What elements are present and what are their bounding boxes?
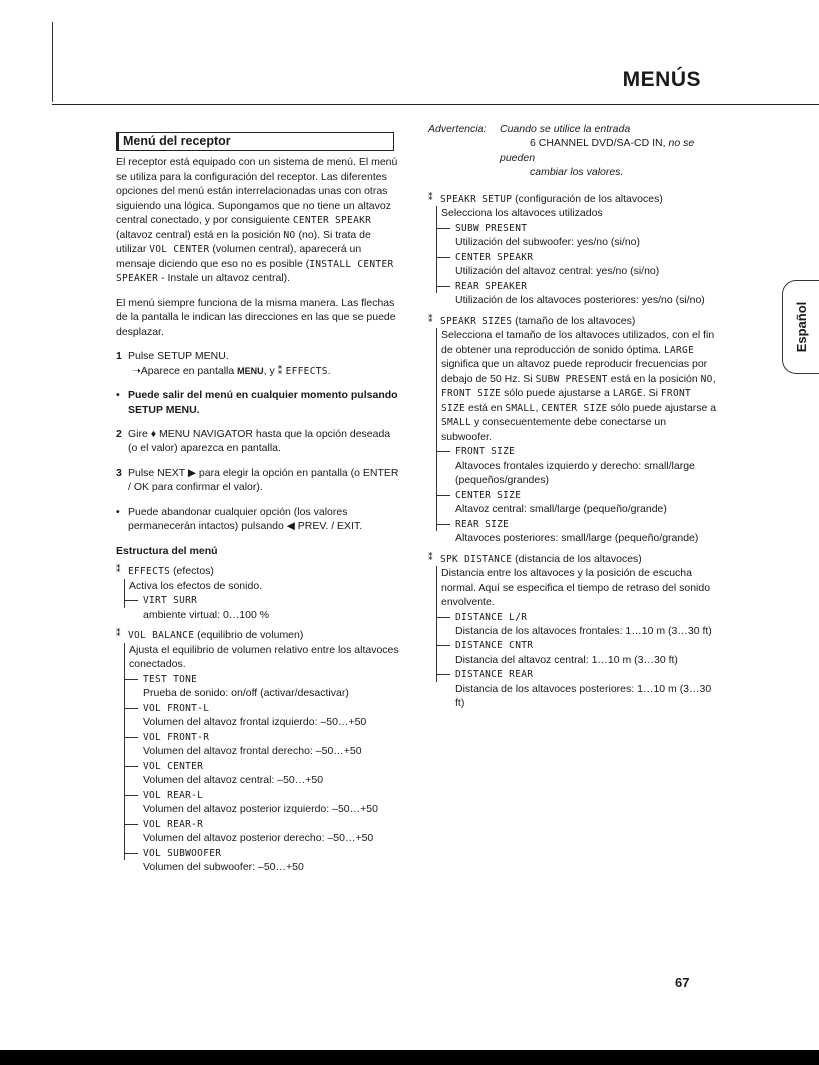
submenu-item: VOL CENTER [129, 759, 400, 773]
structure-title: Estructura del menú [116, 544, 218, 557]
submenu-item: VOL FRONT-R [129, 730, 400, 744]
submenu-item: REAR SIZE [441, 517, 718, 531]
submenu-item: VOL SUBWOOFER [129, 846, 400, 860]
submenu-item: DISTANCE L/R [441, 610, 718, 624]
intro-paragraph: El receptor está equipado con un sistema de menú. El menú se utiliza para la configuración del receptor. Las diferentes opciones del menú están interrelacionadas unas con otras siguiendo una lógica. Supongamos que no tiene un altavoz central conectado, y por consiguiente CENTER SPEAKR (altavoz central) está en la posición NO (no). Si trata de utilizar VOL CENTER (volumen central), aparecerá un mensaje diciendo que eso no es posible (INSTALL CENTER SPEAKER - Instale un altavoz central). [116, 156, 398, 285]
right-column [428, 122, 718, 717]
warning-note: Advertencia: Cuando se utilice la entrada 6 CHANNEL DVD/SA-CD IN, no se pueden cambiar los valores. [428, 123, 695, 179]
page-number: 67 [675, 975, 690, 990]
submenu-item: CENTER SIZE [441, 488, 718, 502]
step-1-result: ➝Aparece en pantalla MENU, y ⁑ EFFECTS. [132, 364, 331, 377]
step-1: 1 Pulse SETUP MENU. [116, 350, 229, 363]
submenu-item: FRONT SIZE [441, 444, 718, 458]
star-icon: ⁑ [428, 314, 433, 325]
submenu-item: VOL REAR-R [129, 817, 400, 831]
step-3: 3 Pulse NEXT ▶ para elegir la opción en pantalla (o ENTER / OK para confirmar el valor). [116, 466, 399, 494]
paragraph: El menú siempre funciona de la misma manera. Las flechas de la pantalla le indican las direcciones en las que se puede desplazar. [116, 296, 396, 338]
sizes-description: Selecciona el tamaño de los altavoces utilizados, con el fin de obtener una reproducción de sonido óptima. LARGE significa que un altavoz puede reproducir frecuencias por debajo de 50 Hz. Si SUBW PRESENT está en la posición NO, FRONT SIZE sólo puede ajustarse a LARGE. Si FRONT SIZE está en SMALL, CENTER SIZE sólo puede ajustarse a SMALL y consecuentemente debe conectarse un subwoofer. [441, 329, 717, 443]
menu-speaker-distance: ⁑ SPK DISTANCE (distancia de los altavoces) Distancia entre los altavoces y la posición de escucha normal. Aquí se especifica el tiempo de retraso del sonido envolvente. DISTANCE L/R Distancia de los altavoces frontales: 1…10 m (3…30 ft) DISTANCE CNTR Distancia del altavoz central: 1…10 m (3…30 ft) DISTANCE REAR Distancia de los altavoces posteriores: 1…10 m (3…30 ft) [428, 552, 718, 711]
menu-balance: ⁑ VOL BALANCE (equilibrio de volumen) Ajusta el equilibrio de volumen relativo entre los altavoces conectados. TEST TONE Prueba de sonido: on/off (activar/desactivar) VOL FRONT-L Volumen del altavoz frontal izquierdo: –50…+50 VOL FRONT-R Volumen del altavoz frontal derecho: –50…+50 VOL CENTER Volumen del altavoz central: –50…+50 VOL REAR-L Volumen del altavoz posterior izquierdo: –50…+50 VOL REAR-R Volumen del altavoz posterior derecho: –50…+50 VOL SUBWOOFER Volumen del subwoofer: –50…+50 [116, 629, 399, 874]
submenu-item: CENTER SPEAKR [441, 250, 718, 264]
submenu-item: REAR SPEAKER [441, 279, 718, 293]
bold-note: • Puede salir del menú en cualquier momento pulsando SETUP MENU. [116, 389, 398, 416]
step-2: 2 Gire ♦ MENU NAVIGATOR hasta que la opción deseada (o el valor) aparezca en pantalla. [116, 428, 391, 455]
submenu-item: SUBW PRESENT [441, 221, 718, 235]
submenu-item: TEST TONE [129, 672, 400, 686]
margin-rule-vertical [52, 22, 53, 102]
bottom-bar [0, 1050, 819, 1065]
submenu-item: VOL FRONT-L [129, 701, 400, 715]
submenu-item: DISTANCE CNTR [441, 638, 718, 652]
menu-speaker-setup: ⁑ SPEAKR SETUP (configuración de los altavoces) Selecciona los altavoces utilizados SUBW PRESENT Utilización del subwoofer: yes/no (si/no) CENTER SPEAKR Utilización del altavoz central: yes/no (si/no) REAR SPEAKER Utilización de los altavoces posteriores: yes/no (si/no) [428, 192, 718, 308]
page-title: MENÚS [622, 68, 701, 91]
language-tab-label: Español [793, 301, 809, 353]
header-rule [52, 104, 819, 105]
left-column [116, 132, 400, 881]
menu-effects: ⁑ EFFECTS (efectos) Activa los efectos de sonido. VIRT SURR ambiente virtual: 0…100 % [116, 564, 400, 622]
language-tab [782, 280, 819, 374]
submenu-item: DISTANCE REAR [441, 667, 718, 681]
section-title: Menú del receptor [116, 132, 394, 151]
submenu-item: VOL REAR-L [129, 788, 400, 802]
star-icon: ⁑ [428, 552, 433, 563]
submenu-item: VIRT SURR [129, 593, 400, 607]
star-icon: ⁑ [428, 192, 433, 203]
bullet-note: • Puede abandonar cualquier opción (los valores permanecerán intactos) pulsando ◀ PREV. / EXIT. [116, 505, 363, 533]
menu-speaker-sizes: ⁑ SPEAKR SIZES (tamaño de los altavoces) Selecciona el tamaño de los altavoces utilizados, con el fin de obtener una reproducción de sonido óptima. LARGE significa que un altavoz puede reproducir frecuencias por debajo de 50 Hz. Si SUBW PRESENT está en la posición NO, FRONT SIZE sólo puede ajustarse a LARGE. Si FRONT SIZE está en SMALL, CENTER SIZE sólo puede ajustarse a SMALL y consecuentemente debe conectarse un subwoofer. FRONT SIZE Altavoces frontales izquierdo y derecho: small/large (pequeños/grandes) CENTER SIZE Altavoz central: small/large (pequeño/grande) REAR SIZE Altavoces posteriores: small/large (pequeño/grande) [428, 314, 717, 545]
star-icon: ⁑ [116, 565, 121, 576]
star-icon: ⁑ [116, 629, 121, 640]
